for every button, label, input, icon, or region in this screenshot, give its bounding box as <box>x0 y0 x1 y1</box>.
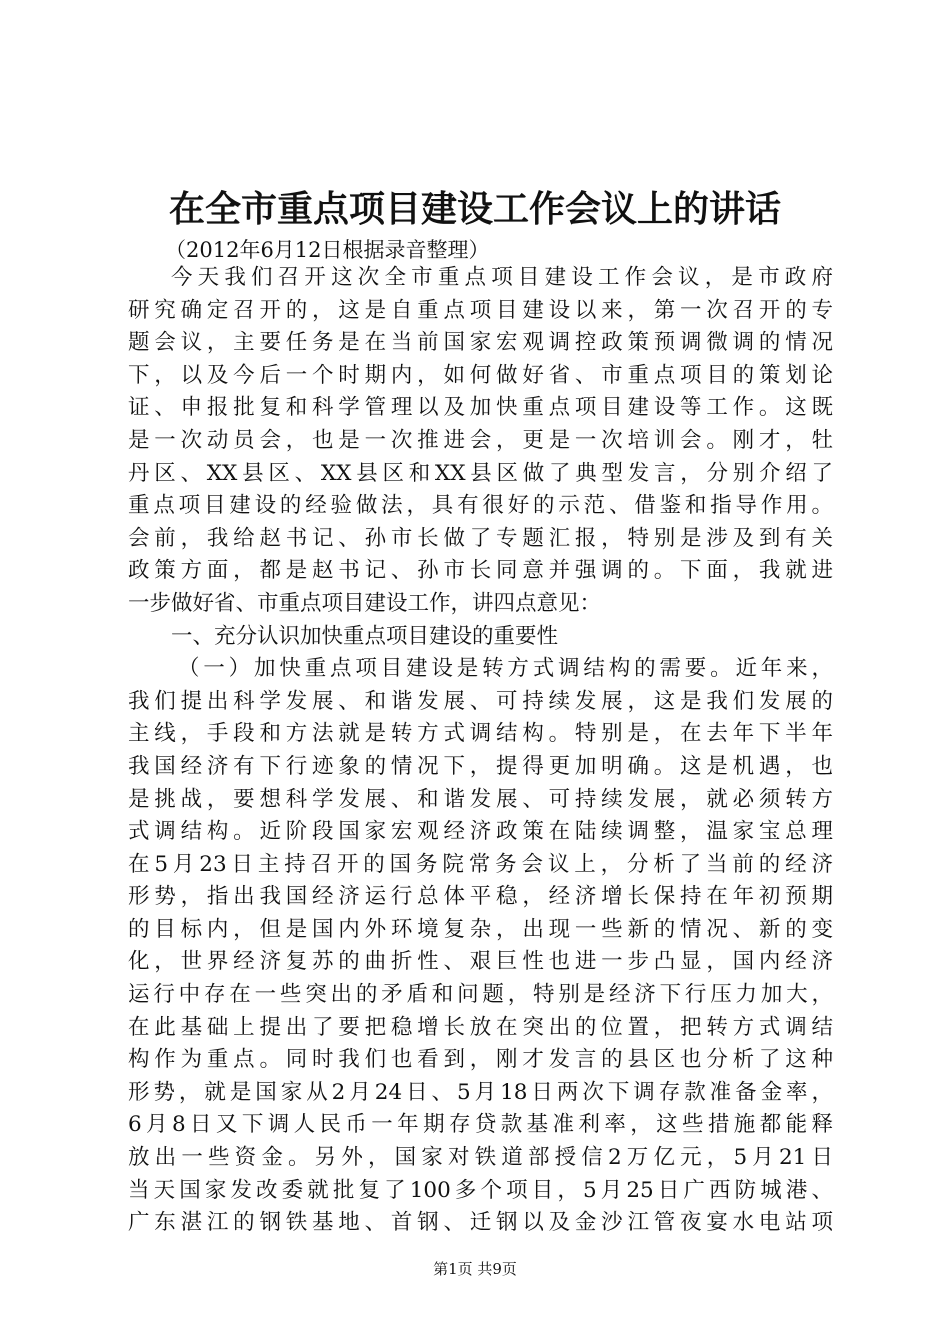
body-line: 6月8日又下调人民币一年期存贷款基准利率，这些措施都能释 <box>128 1112 833 1138</box>
body-line: 运行中存在一些突出的矛盾和问题，特别是经济下行压力加大， <box>128 982 833 1008</box>
body-line: 我们提出科学发展、和谐发展、可持续发展，这是我们发展的 <box>128 688 833 714</box>
body-line: 我国经济有下行迹象的情况下，提得更加明确。这是机遇，也 <box>128 753 833 779</box>
body-line: 下，以及今后一个时期内，如何做好省、市重点项目的策划论 <box>128 362 833 388</box>
body-line: 证、申报批复和科学管理以及加快重点项目建设等工作。这既 <box>128 395 833 421</box>
body-line: 构作为重点。同时我们也看到，刚才发言的县区也分析了这种 <box>128 1047 833 1073</box>
body-line: 主线，手段和方法就是转方式调结构。特别是，在去年下半年 <box>128 721 833 747</box>
body-line: 在此基础上提出了要把稳增长放在突出的位置，把转方式调结 <box>128 1014 833 1040</box>
body-line: 研究确定召开的，这是自重点项目建设以来，第一次召开的专 <box>128 297 833 323</box>
body-line: 是挑战，要想科学发展、和谐发展、可持续发展，就必须转方 <box>128 786 833 812</box>
body-line: 今天我们召开这次全市重点项目建设工作会议，是市政府 <box>171 265 833 290</box>
document-body <box>128 262 833 1240</box>
body-line: 化，世界经济复苏的曲折性、艰巨性也进一步凸显，国内经济 <box>128 949 833 975</box>
body-line: 重点项目建设的经验做法，具有很好的示范、借鉴和指导作用。 <box>128 493 833 519</box>
document-subtitle: （2012年6月12日根据录音整理） <box>165 238 490 262</box>
body-line: 形势，指出我国经济运行总体平稳，经济增长保持在年初预期 <box>128 884 833 910</box>
body-line: 在5月23日主持召开的国务院常务会议上，分析了当前的经济 <box>128 851 833 877</box>
body-line: 的目标内，但是国内外环境复杂，出现一些新的情况、新的变 <box>128 916 833 942</box>
body-line: （一）加快重点项目建设是转方式调结构的需要。近年来， <box>178 656 833 682</box>
body-line: 放出一些资金。另外，国家对铁道部授信2万亿元，5月21日 <box>128 1145 833 1171</box>
document-title: 在全市重点项目建设工作会议上的讲话 <box>168 188 781 230</box>
body-line: 政策方面，都是赵书记、孙市长同意并强调的。下面，我就进 <box>128 558 833 584</box>
body-line: 一步做好省、市重点项目建设工作，讲四点意见： <box>128 590 602 616</box>
body-line: 当天国家发改委就批复了100多个项目，5月25日广西防城港、 <box>128 1177 833 1203</box>
body-line: 是一次动员会，也是一次推进会，更是一次培训会。刚才，牡 <box>128 427 833 453</box>
section-heading: 一、充分认识加快重点项目建设的重要性 <box>171 623 559 649</box>
body-line: 题会议，主要任务是在当前国家宏观调控政策预调微调的情况 <box>128 330 833 356</box>
body-line: 会前，我给赵书记、孙市长做了专题汇报，特别是涉及到有关 <box>128 525 833 551</box>
body-line: 丹区、XX县区、XX县区和XX县区做了典型发言，分别介绍了 <box>128 460 833 486</box>
page-number: 第1页 共9页 <box>433 1260 517 1278</box>
body-line: 形势，就是国家从2月24日、5月18日两次下调存款准备金率， <box>128 1079 833 1105</box>
body-line: 式调结构。近阶段国家宏观经济政策在陆续调整，温家宝总理 <box>128 819 833 845</box>
body-line: 广东湛江的钢铁基地、首钢、迁钢以及金沙江管夜宴水电站项 <box>128 1210 833 1236</box>
